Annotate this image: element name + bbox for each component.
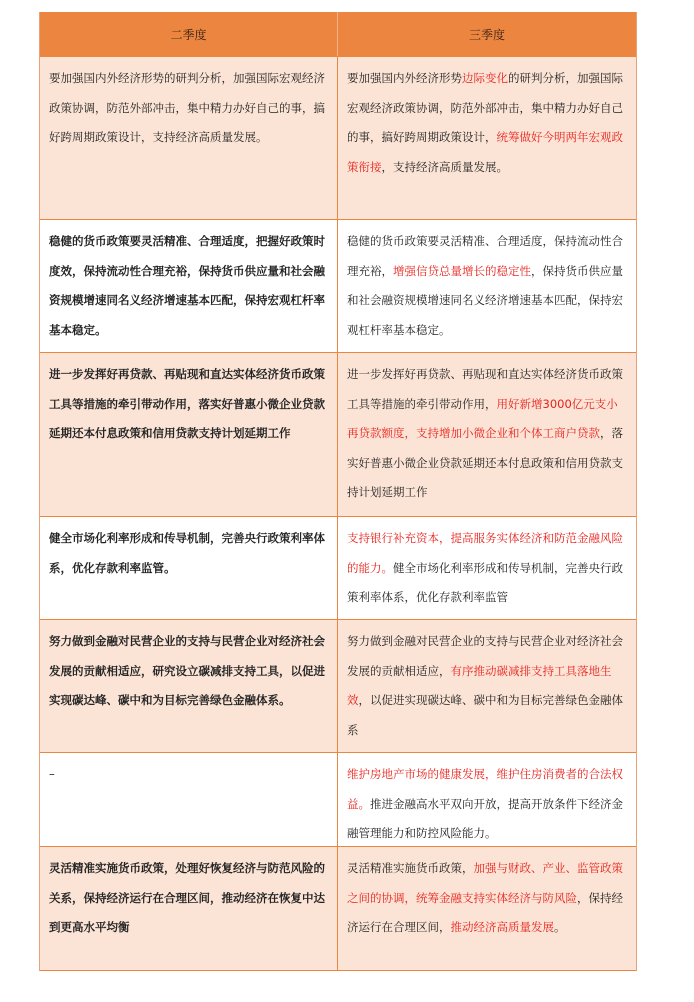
comparison-table [39, 12, 637, 971]
table-header [40, 12, 636, 56]
table-row [40, 752, 636, 846]
highlighted-change-text: 推动经济高质量发展 [450, 920, 554, 934]
q3-cell [338, 753, 636, 846]
q2-cell: 稳健的货币政策要灵活精准、合理适度，把握好政策时度效，保持流动性合理充裕，保持货币供应量和社会融资规模增速同名义经济增速基本匹配，保持宏观杠杆率基本稳定。 [40, 220, 338, 352]
body-text: ，保持货币供应量和社会融资规模增速同名义经济增速基本匹配，保持宏观杠杆率基本稳定。 [347, 263, 623, 337]
q3-cell [338, 353, 636, 516]
highlighted-change-text: 边际变化 [462, 71, 508, 85]
body-text: 灵活精准实施货币政策， [347, 861, 474, 875]
body-text: 进一步发挥好再贷款、再贴现和直达实体经济货币政策工具等措施的牵引带动作用， [347, 367, 623, 411]
q2-cell: 努力做到金融对民营企业的支持与民营企业对经济社会发展的贡献相适应，研究设立碳减排支持工具，以促进实现碳达峰、碳中和为目标完善绿色金融体系。 [40, 620, 338, 752]
header-q2: 二季度 [40, 12, 338, 56]
body-text: ，保持经济运行在合理区间， [347, 890, 623, 934]
q2-cell: 健全市场化利率形成和传导机制，完善央行政策利率体系，优化存款利率监管。 [40, 517, 338, 619]
table-row [40, 619, 636, 752]
body-text: 稳健的货币政策要灵活精准、合理适度，保持流动性合理充裕， [347, 234, 623, 278]
highlighted-change-text: 增强信贷总量增长的稳定性 [393, 263, 531, 278]
highlighted-change-text: 维护房地产市场的健康发展，维护住房消费者的合法权益。 [347, 767, 623, 811]
body-text: ，落实好普惠小微企业贷款延期还本付息政策和信用贷款支持计划延期工作 [347, 426, 623, 499]
body-text: ，支持经济高质量发展。 [381, 159, 508, 174]
highlighted-change-text: 用好新增3000亿元支小再贷款额度，支持增加小微企业和个体工商户贷款 [347, 396, 618, 440]
body-text: 努力做到金融对民营企业的支持与民营企业对经济社会发展的贡献相适应， [347, 634, 623, 678]
body-text: ，以促进实现碳达峰、碳中和为目标完善绿色金融体系 [347, 693, 623, 737]
body-text: 推进金融高水平双向开放，提高开放条件下经济金融管理能力和防控风险能力。 [347, 796, 623, 840]
q3-cell [338, 57, 636, 219]
q3-cell [338, 220, 636, 352]
header-q3: 三季度 [468, 27, 505, 42]
q3-cell [338, 620, 636, 752]
table-row [40, 352, 636, 516]
highlighted-change-text: 有序推动碳减排支持工具落地生效 [347, 663, 612, 707]
body-text: 。 [554, 920, 566, 934]
table-row [40, 56, 636, 219]
table-row [40, 219, 636, 352]
q3-cell [338, 847, 636, 970]
body-text: 要加强国内外经济形势 [347, 71, 462, 85]
table-row [40, 846, 636, 970]
highlighted-change-text: 统筹做好今明两年宏观政策衔接 [347, 130, 623, 174]
q2-cell: – [40, 753, 338, 846]
body-text: 的研判分析，加强国际宏观经济政策协调，防范外部冲击，集中精力办好自己的事，搞好跨周期政策设计， [347, 71, 623, 144]
highlighted-change-text: 加强与财政、产业、监管政策之间的协调，统筹金融支持实体经济与防风险 [347, 861, 623, 905]
q2-cell: 灵活精准实施货币政策，处理好恢复经济与防范风险的关系，保持经济运行在合理区间，推动经济在恢复中达到更高水平均衡 [40, 847, 338, 970]
body-text: 健全市场化利率形成和传导机制，完善央行政策利率体系，优化存款利率监管 [347, 560, 623, 604]
table-row [40, 516, 636, 619]
q2-cell: 进一步发挥好再贷款、再贴现和直达实体经济货币政策工具等措施的牵引带动作用，落实好普惠小微企业贷款延期还本付息政策和信用贷款支持计划延期工作 [40, 353, 338, 516]
highlighted-change-text: 支持银行补充资本，提高服务实体经济和防范金融风险的能力。 [347, 531, 623, 575]
q2-cell: 要加强国内外经济形势的研判分析，加强国际宏观经济政策协调，防范外部冲击，集中精力办好自己的事，搞好跨周期政策设计，支持经济高质量发展。 [40, 57, 338, 219]
table-bottom-border [40, 970, 636, 971]
q3-cell [338, 517, 636, 619]
